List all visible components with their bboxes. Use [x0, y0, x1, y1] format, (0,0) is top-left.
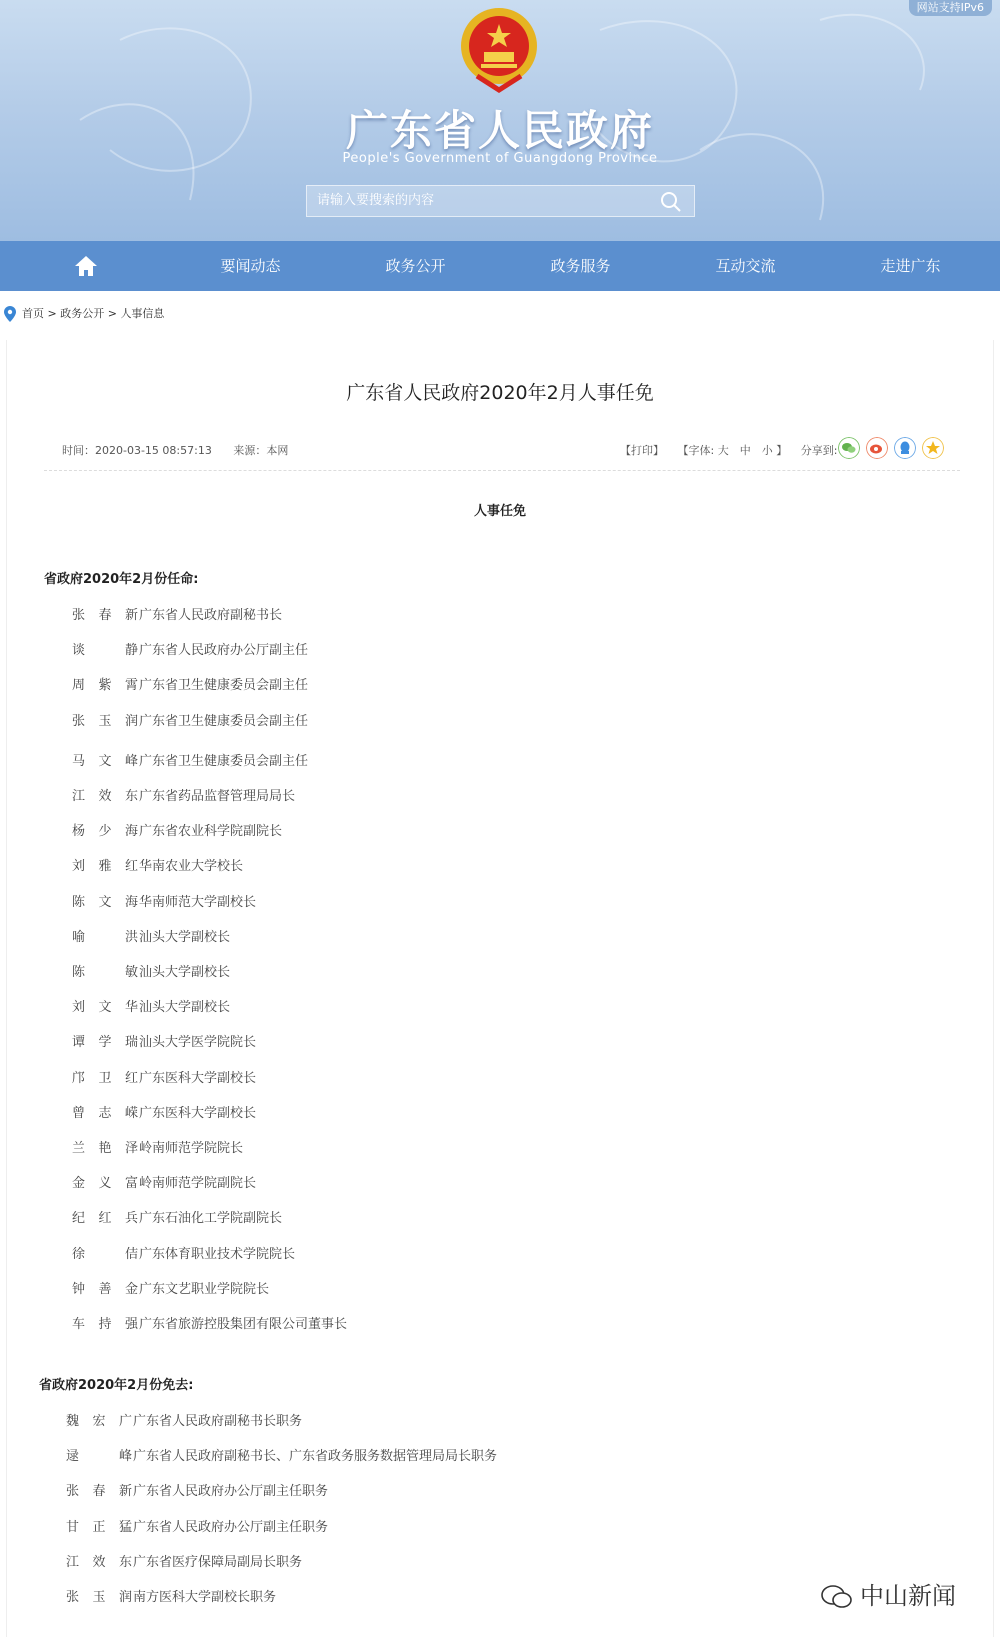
- list-item: [66, 1551, 302, 1570]
- person-name: 张春新: [66, 1484, 132, 1500]
- person-name: 刘雅红: [72, 859, 138, 875]
- person-position: 广东省人民政府副秘书长: [139, 608, 283, 623]
- person-name: 杨少海: [72, 824, 138, 840]
- article-title: 广东省人民政府2020年2月人事任免: [346, 382, 654, 404]
- person-position: 广东省药品监督管理局局长: [139, 789, 296, 804]
- removal-section-title: 省政府2020年2月份免去:: [39, 1378, 194, 1393]
- person-name: 喻洪: [72, 929, 138, 945]
- person-name: 谭学瑞: [72, 1035, 138, 1051]
- publish-time: 时间：2020-03-15 08:57:13: [62, 444, 212, 457]
- nav-item-about[interactable]: 走进广东: [880, 257, 941, 275]
- person-name: 陈敏: [72, 965, 138, 980]
- list-item: [72, 1207, 282, 1226]
- list-item: [72, 1278, 269, 1297]
- person-name: 金义富: [72, 1176, 138, 1192]
- list-item: [72, 785, 295, 804]
- person-name: 徐佶: [72, 1246, 138, 1262]
- person-name: 张玉润: [66, 1590, 132, 1605]
- search-placeholder: 请输入要搜索的内容: [317, 193, 435, 208]
- list-item: [72, 639, 308, 658]
- list-item: [66, 1445, 497, 1464]
- breadcrumb-home[interactable]: 首页: [22, 307, 44, 320]
- main-nav: [0, 241, 1000, 291]
- list-item: [72, 604, 282, 623]
- qq-icon[interactable]: [894, 437, 916, 459]
- person-name: 陈文海: [72, 894, 138, 910]
- list-item: [72, 750, 308, 769]
- list-item: [66, 1410, 302, 1429]
- meta-divider: [44, 470, 960, 471]
- document-heading: 人事任免: [473, 504, 526, 519]
- nav-item-news[interactable]: 要闻动态: [220, 257, 281, 275]
- person-name: 纪红兵: [72, 1211, 138, 1227]
- list-item: [66, 1480, 328, 1499]
- person-position: 南方医科大学副校长职务: [133, 1590, 277, 1605]
- person-position: 广东省人民政府副秘书长、广东省政务服务数据管理局局长职务: [133, 1449, 498, 1465]
- person-position: 广东石油化工学院副院长: [139, 1211, 283, 1227]
- article-container: [6, 340, 994, 1637]
- person-name: 魏宏广: [66, 1414, 132, 1429]
- watermark: [820, 1576, 956, 1611]
- search-input[interactable]: [306, 185, 695, 217]
- nav-home[interactable]: [3, 241, 168, 291]
- person-name: 逯峰: [66, 1449, 132, 1465]
- list-item: [72, 961, 230, 980]
- ipv6-badge: 网站支持IPv6: [909, 0, 992, 16]
- watermark-text: 中山新闻: [860, 1582, 956, 1610]
- list-item: [66, 1586, 276, 1605]
- appoint-section-title: 省政府2020年2月份任命:: [44, 572, 199, 587]
- list-item: [72, 891, 256, 910]
- person-position: 岭南师范学院院长: [139, 1141, 244, 1156]
- person-name: 刘文华: [72, 1000, 138, 1016]
- person-position: 广东医科大学副校长: [139, 1105, 257, 1121]
- person-name: 钟善金: [72, 1281, 138, 1297]
- site-subtitle: People's Government of Guangdong Province: [342, 151, 658, 166]
- person-position: 广东省人民政府办公厅副主任: [139, 643, 309, 659]
- breadcrumb-separator: >: [47, 307, 57, 320]
- search-icon[interactable]: [660, 191, 682, 213]
- person-name: 江效东: [72, 789, 138, 804]
- weibo-icon[interactable]: [866, 437, 888, 459]
- wechat-icon: [820, 1584, 854, 1610]
- list-item: [72, 1313, 347, 1332]
- person-name: 兰艳泽: [72, 1141, 138, 1156]
- list-item: [72, 926, 230, 945]
- home-icon: [74, 255, 98, 277]
- person-position: 汕头大学副校长: [139, 929, 231, 945]
- person-position: 汕头大学副校长: [139, 965, 231, 980]
- list-item: [72, 1102, 256, 1121]
- font-size-control[interactable]: 【字体: 大 中 小 】: [677, 444, 788, 457]
- list-item: [72, 855, 243, 874]
- person-name: 江效东: [66, 1554, 132, 1570]
- person-position: 广东体育职业技术学院院长: [139, 1246, 296, 1262]
- article-source: 来源：本网: [233, 444, 289, 457]
- list-item: [72, 1067, 256, 1086]
- location-pin-icon: [4, 306, 16, 322]
- nav-item-services[interactable]: 政务服务: [550, 257, 611, 275]
- person-position: 广东省医疗保障局副局长职务: [133, 1554, 303, 1570]
- breadcrumb-personnel[interactable]: 人事信息: [120, 307, 165, 320]
- qzone-icon[interactable]: [922, 437, 944, 459]
- person-name: 邝卫红: [72, 1070, 138, 1086]
- person-position: 广东省人民政府副秘书长职务: [133, 1414, 303, 1429]
- person-name: 谈静: [72, 643, 138, 659]
- person-name: 甘正猛: [66, 1519, 132, 1535]
- list-item: [72, 996, 230, 1015]
- person-position: 广东省人民政府办公厅副主任职务: [133, 1519, 329, 1535]
- list-item: [72, 1137, 243, 1156]
- wechat-icon[interactable]: [838, 437, 860, 459]
- person-position: 汕头大学医学院院长: [139, 1035, 257, 1051]
- print-button[interactable]: 【打印】: [620, 444, 664, 457]
- list-item: [72, 1172, 256, 1191]
- site-title: 广东省人民政府: [345, 106, 654, 155]
- person-position: 岭南师范学院副院长: [139, 1176, 257, 1192]
- nav-item-interaction[interactable]: 互动交流: [715, 257, 776, 275]
- list-item: [66, 1516, 328, 1535]
- person-position: 华南师范大学副校长: [139, 894, 257, 910]
- person-position: 华南农业大学校长: [139, 859, 244, 875]
- person-position: 广东省卫生健康委员会副主任: [139, 678, 309, 694]
- person-position: 广东省旅游控股集团有限公司董事长: [139, 1317, 348, 1332]
- person-position: 广东医科大学副校长: [139, 1070, 257, 1086]
- list-item: [72, 820, 282, 839]
- article-tools: [620, 442, 847, 458]
- list-item: [72, 1031, 256, 1050]
- list-item: [72, 674, 308, 693]
- breadcrumb-separator: >: [107, 307, 117, 320]
- nav-item-gov-affairs[interactable]: 政务公开: [385, 257, 446, 275]
- share-label: 分享到:: [800, 444, 838, 457]
- person-position: 广东省人民政府办公厅副主任职务: [133, 1484, 329, 1500]
- person-position: 广东省卫生健康委员会副主任: [139, 753, 309, 769]
- person-position: 广东省农业科学院副院长: [139, 824, 283, 840]
- person-name: 张春新: [72, 608, 138, 623]
- person-name: 周紫霄: [72, 678, 138, 694]
- list-item: [72, 710, 308, 729]
- site-header: [0, 0, 1000, 241]
- person-name: 张玉润: [72, 713, 138, 729]
- person-name: 马文峰: [72, 753, 138, 769]
- person-name: 车持强: [72, 1317, 138, 1332]
- breadcrumb: [4, 306, 164, 322]
- person-position: 广东省卫生健康委员会副主任: [139, 713, 309, 729]
- list-item: [72, 1243, 295, 1262]
- article-meta: [62, 442, 306, 458]
- person-position: 汕头大学副校长: [139, 1000, 231, 1016]
- national-emblem-icon: [459, 6, 539, 94]
- person-position: 广东文艺职业学院院长: [139, 1281, 270, 1297]
- person-name: 曾志嵘: [72, 1105, 138, 1121]
- breadcrumb-gov-affairs[interactable]: 政务公开: [60, 307, 105, 320]
